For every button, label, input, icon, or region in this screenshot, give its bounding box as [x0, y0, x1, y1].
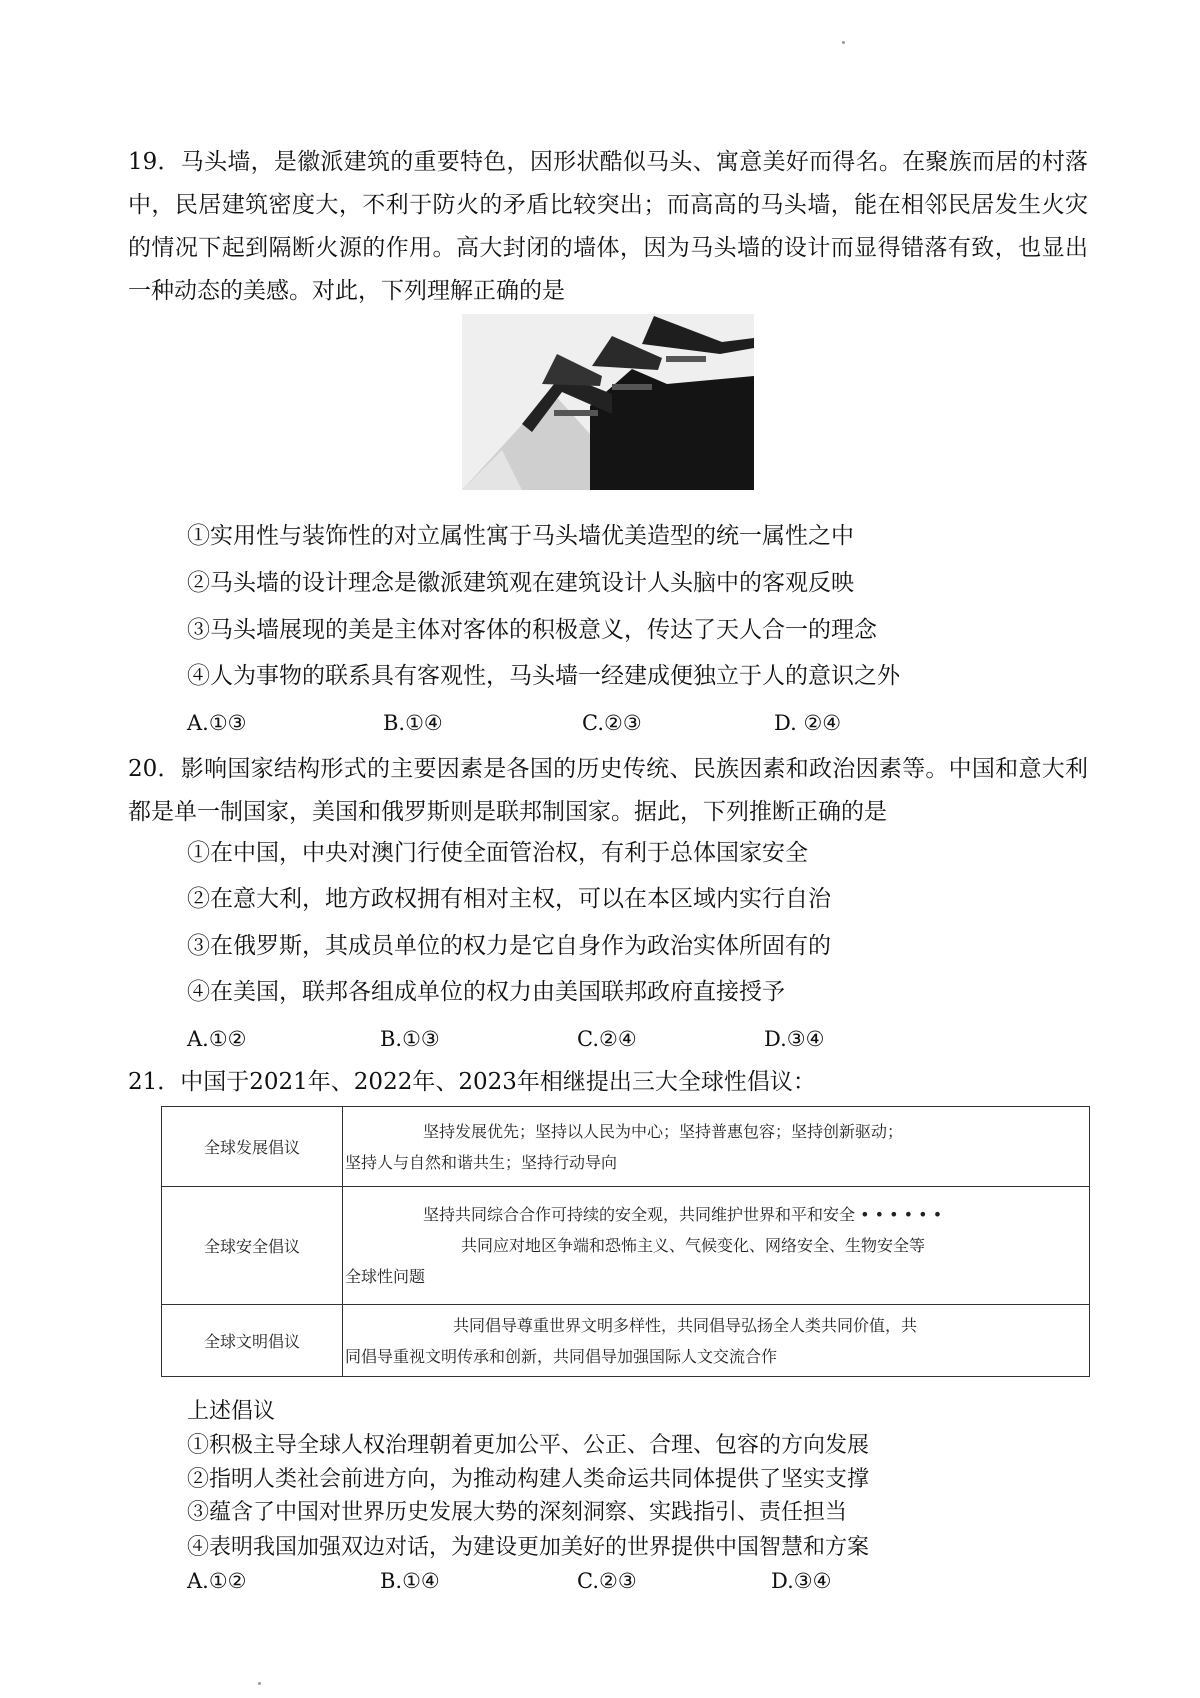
question-19-stem: 19．马头墙，是徽派建筑的重要特色，因形状酷似马头、寓意美好而得名。在聚族而居的村落中，民居建筑密度大，不利于防火的矛盾比较突出；而高高的马头墙，能在相邻民居发生火灾的情况下起到隔断火源的作用。高大封闭的墙体，因为马头墙的设计而显得错落有致，也显出一种动态的美感。对此，下列理解正确的是: [128, 149, 1088, 304]
q20-choice-b: B.①③: [380, 1027, 440, 1051]
scan-speck: [842, 41, 845, 44]
q21-statement-3: ③蕴含了中国对世界历史发展大势的深刻洞察、实践指引、责任担当: [187, 1500, 848, 1525]
scan-speck: [258, 1682, 261, 1685]
question-21-stem: 21．中国于2021年、2022年、2023年相继提出三大全球性倡议：: [128, 1069, 816, 1095]
q21-statement-4: ④表明我国加强双边对话，为建设更加美好的世界提供中国智慧和方案: [187, 1535, 870, 1560]
q21-statement-2: ②指明人类社会前进方向，为推动构建人类命运共同体提供了坚实支撑: [187, 1467, 870, 1492]
initiative-content: [343, 1107, 1090, 1187]
q19-choice-d: D. ②④: [774, 711, 842, 735]
q21-lead: 上述倡议: [187, 1399, 276, 1424]
q19-statement-4: ④人为事物的联系具有客观性，马头墙一经建成便独立于人的意识之外: [187, 663, 900, 689]
initiative-line: 坚持共同综合合作可持续的安全观，共同维护世界和平和安全 • • • • • •: [423, 1205, 943, 1224]
q20-statement-2: ②在意大利，地方政权拥有相对主权，可以在本区域内实行自治: [187, 886, 831, 912]
q19-choice-b: B.①④: [383, 711, 443, 735]
initiative-line: 坚持人与自然和谐共生；坚持行动导向: [345, 1152, 618, 1172]
table-row: [162, 1107, 1090, 1187]
initiative-name: 全球文明倡议: [162, 1305, 343, 1377]
q21-choice-c: C.②③: [577, 1569, 637, 1593]
q21-choice-d: D.③④: [771, 1569, 832, 1593]
initiative-line: 同倡导重视文明传承和创新，共同倡导加强国际人文交流合作: [345, 1346, 778, 1366]
initiative-name: 全球安全倡议: [162, 1187, 343, 1305]
initiative-content: [343, 1305, 1090, 1377]
q19-choice-a: A.①③: [187, 711, 247, 735]
q21-choice-a: A.①②: [187, 1569, 247, 1593]
table-row: [162, 1305, 1090, 1377]
initiative-name: 全球发展倡议: [162, 1107, 343, 1187]
initiatives-table: [161, 1106, 1090, 1377]
q20-statement-3: ③在俄罗斯，其成员单位的权力是它自身作为政治实体所固有的: [187, 933, 831, 959]
q20-statement-4: ④在美国，联邦各组成单位的权力由美国联邦政府直接授予: [187, 979, 785, 1005]
horse-head-wall-photo: [462, 314, 754, 490]
q19-statement-3: ③马头墙展现的美是主体对客体的积极意义，传达了天人合一的理念: [187, 617, 877, 643]
question-20-stem: 20．影响国家结构形式的主要因素是各国的历史传统、民族因素和政治因素等。中国和意大利都是单一制国家，美国和俄罗斯则是联邦制国家。据此，下列推断正确的是: [128, 756, 1088, 825]
initiative-line: 全球性问题: [345, 1267, 426, 1286]
q20-statement-1: ①在中国，中央对澳门行使全面管治权，有利于总体国家安全: [187, 840, 808, 866]
q20-choice-c: C.②④: [577, 1027, 637, 1051]
q20-choice-d: D.③④: [764, 1027, 825, 1051]
initiative-line: 坚持发展优先；坚持以人民为中心；坚持普惠包容；坚持创新驱动；: [423, 1121, 904, 1141]
initiative-content: [343, 1187, 1090, 1305]
q19-statement-1: ①实用性与装饰性的对立属性寓于马头墙优美造型的统一属性之中: [187, 523, 854, 549]
q19-statement-2: ②马头墙的设计理念是徽派建筑观在建筑设计人头脑中的客观反映: [187, 570, 854, 596]
initiative-line: 共同应对地区争端和恐怖主义、气候变化、网络安全、生物安全等: [461, 1236, 926, 1255]
q19-choice-c: C.②③: [582, 711, 642, 735]
initiative-line: 共同倡导尊重世界文明多样性，共同倡导弘扬全人类共同价值，共: [453, 1315, 918, 1335]
q20-choice-a: A.①②: [187, 1027, 247, 1051]
q21-choice-b: B.①④: [380, 1569, 440, 1593]
q21-statement-1: ①积极主导全球人权治理朝着更加公平、公正、合理、包容的方向发展: [187, 1433, 870, 1458]
table-row: [162, 1187, 1090, 1305]
